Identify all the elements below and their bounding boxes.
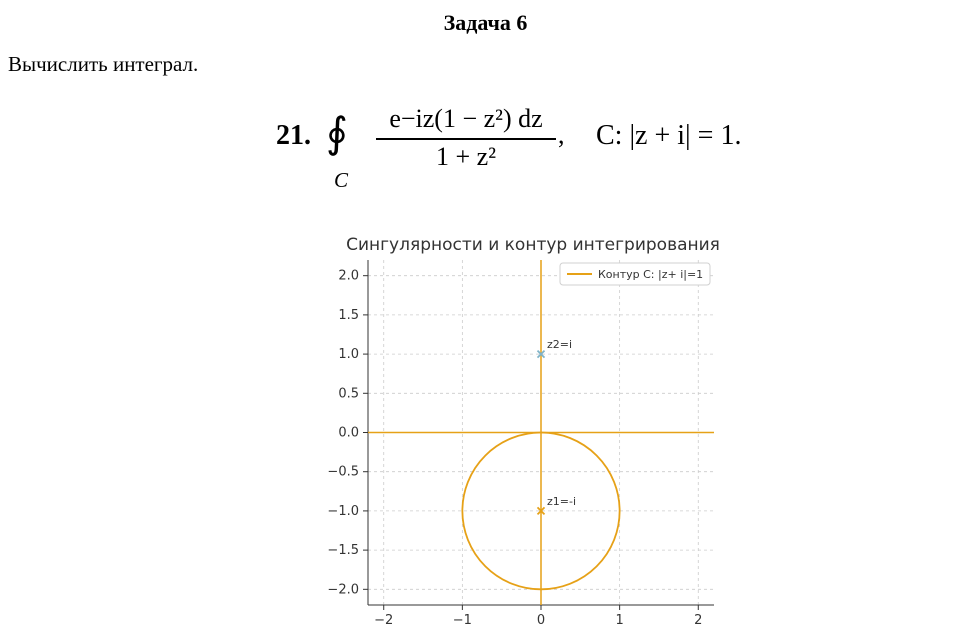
integrand-numerator: e−iz(1 − z²) dz bbox=[389, 104, 543, 133]
y-tick-label: 2.0 bbox=[338, 268, 359, 284]
y-tick-label: −1.0 bbox=[327, 503, 359, 519]
y-tick-label: −2.0 bbox=[327, 582, 359, 598]
y-tick-label: 1.0 bbox=[338, 347, 359, 363]
chart-title: Сингулярности и контур интегрирования bbox=[346, 235, 720, 255]
y-tick-label: −1.5 bbox=[327, 543, 359, 559]
x-tick-label: −1 bbox=[452, 613, 472, 625]
plot-area bbox=[327, 260, 714, 625]
y-tick-label: −0.5 bbox=[327, 464, 359, 480]
x-tick-label: 1 bbox=[615, 613, 624, 625]
x-tick-label: 0 bbox=[536, 613, 546, 625]
singularity-label: z1=-i bbox=[547, 494, 577, 508]
integrand-denominator: 1 + z² bbox=[436, 142, 496, 171]
singularity-label: z2=i bbox=[547, 338, 573, 352]
task-title: Задача 6 bbox=[443, 10, 528, 35]
legend-label: Контур C: |z+ i|=1 bbox=[598, 268, 704, 281]
y-tick-label: 0.5 bbox=[338, 386, 359, 402]
y-tick-label: 0.0 bbox=[338, 425, 359, 441]
x-tick-label: 2 bbox=[694, 613, 703, 625]
x-tick-label: −2 bbox=[374, 613, 394, 625]
y-tick-label: 1.5 bbox=[338, 307, 359, 323]
contour-integral-sign: ∮ bbox=[326, 111, 348, 157]
formula-comma: , bbox=[558, 120, 565, 149]
integrand-fraction bbox=[376, 104, 556, 172]
contour-condition: C: |z + i| = 1. bbox=[596, 120, 742, 151]
problem-formula bbox=[276, 100, 816, 200]
instruction-text: Вычислить интеграл. bbox=[8, 52, 199, 76]
contour-subscript: C bbox=[334, 168, 349, 192]
singularity-chart bbox=[310, 230, 740, 625]
problem-number: 21. bbox=[276, 120, 311, 151]
fraction-bar bbox=[376, 138, 556, 140]
